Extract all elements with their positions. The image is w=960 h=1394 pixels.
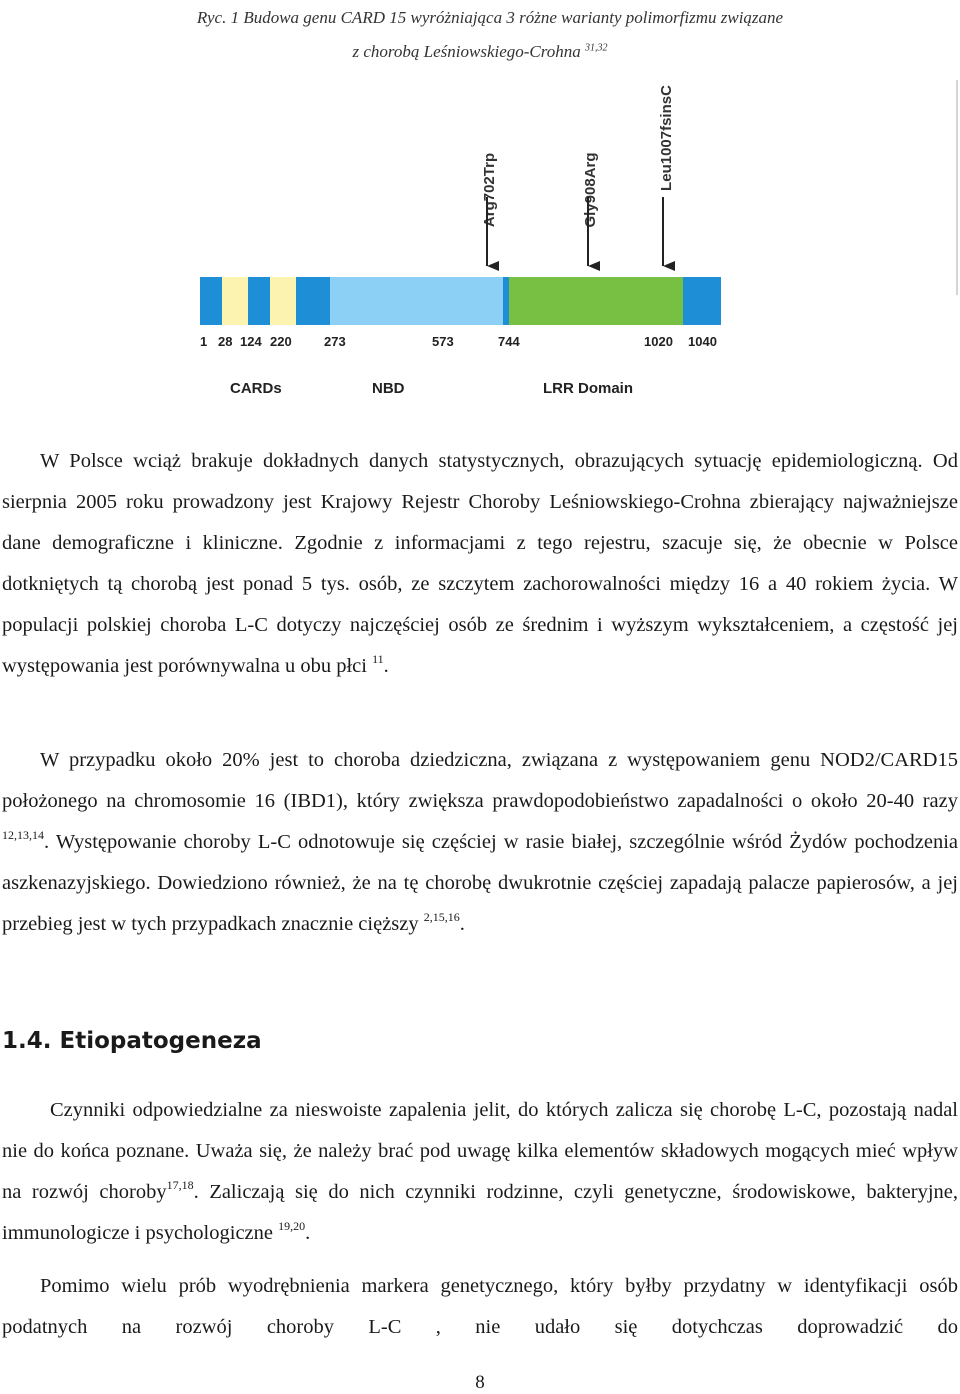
citation: 2,15,16 xyxy=(423,910,460,924)
gene-segment-1 xyxy=(200,277,222,325)
gene-segment-card1 xyxy=(222,277,248,325)
position-label: 744 xyxy=(498,334,520,349)
citation: 12,13,14 xyxy=(2,828,44,842)
paragraph-etiology xyxy=(2,1090,958,1254)
position-label: 1040 xyxy=(688,334,717,349)
domain-label-nbd: NBD xyxy=(372,380,405,397)
paragraph-genetic-marker xyxy=(2,1266,958,1348)
domain-label-cards: CARDs xyxy=(230,380,282,397)
gene-segment-3 xyxy=(248,277,270,325)
section-heading: 1.4. Etiopatogeneza xyxy=(2,1028,262,1054)
gene-segment-card2 xyxy=(270,277,296,325)
paragraph-epidemiology xyxy=(2,441,958,687)
citation: 17,18 xyxy=(166,1178,194,1192)
paragraph-text: W Polsce wciąż brakuje dokładnych danych statystycznych, obrazujących sytuację epidemiologiczną. Od sierpnia 2005 roku prowadzony jest Krajowy Rejestr Choroby Leśniowskiego-Crohna zbierający najważniejsze dane demograficzne i kliniczne. Zgodnie z informacjami z tego rejestru, szacuje się, że obecnie w Polsce dotkniętych tą chorobą jest ponad 5 tys. osób, ze szczytem zachorowalności między 16 a 40 rokiem życia. W populacji polskiej choroba L-C dotyczy najczęściej osób ze średnim i wyższym wykształceniem, a częstość jej występowania jest porównywalna u obu płci xyxy=(2,450,958,677)
figure-caption-text: z chorobą Leśniowskiego-Crohna xyxy=(352,42,581,61)
position-label: 220 xyxy=(270,334,292,349)
figure-caption-line2 xyxy=(0,42,960,62)
page-number: 8 xyxy=(475,1372,485,1393)
mutation-label-gly908arg: Gly908Arg xyxy=(582,152,599,228)
paragraph-end: . xyxy=(459,913,465,935)
figure-caption-line1: Ryc. 1 Budowa genu CARD 15 wyróżniająca 3 różne warianty polimorfizmu związane xyxy=(196,8,784,27)
position-label: 273 xyxy=(324,334,346,349)
gene-segment-nbd xyxy=(330,277,503,325)
position-label: 1 xyxy=(200,334,208,349)
citation: 19,20 xyxy=(278,1219,306,1233)
gene-segment-9 xyxy=(683,277,721,325)
figure-caption-refs: 31,32 xyxy=(585,42,608,54)
paragraph-end: . xyxy=(383,655,389,677)
mutation-label-leu1007fsinsc: Leu1007fsinsC xyxy=(658,85,675,191)
gene-segment-lrr xyxy=(509,277,683,325)
position-label: 124 xyxy=(240,334,262,349)
paragraph-heredity xyxy=(2,740,958,945)
paragraph-text: Pomimo wielu prób wyodrębnienia markera genetycznego, który byłby przydatny w identyfikacji osób podatnych na rozwój choroby L-C , nie udało się dotychczas doprowadzić do xyxy=(2,1275,958,1338)
position-label: 28 xyxy=(218,334,233,349)
citation: 11 xyxy=(372,652,384,666)
position-label: 573 xyxy=(432,334,454,349)
paragraph-text: W przypadku około 20% jest to choroba dziedziczna, związana z występowaniem genu NOD2/CARD15 położonego na chromosomie 16 (IBD1), który zwiększa prawdopodobieństwo zapadalności o około 20-40 razy xyxy=(2,749,958,812)
paragraph-text: . Występowanie choroby L-C odnotowuje się częściej w rasie białej, szczególnie wśród Żydów pochodzenia aszkenazyjskiego. Dowiedziono również, że na tę chorobę dwukrotnie częściej zapadają palacze papierosów, a jej przebieg jest w tych przypadkach znacznie cięższy xyxy=(2,831,958,935)
gene-segment-5 xyxy=(296,277,330,325)
paragraph-text: Czynniki odpowiedzialne za nieswoiste zapalenia jelit, do których zalicza się chorobę L-C, pozostają nadal nie do końca poznane. Uważa się, że należy brać pod uwagę kilka elementów składowych mogących mieć wpływ na rozwój choroby xyxy=(2,1099,958,1203)
paragraph-end: . xyxy=(305,1222,311,1244)
mutation-label-arg702trp: Arg702Trp xyxy=(481,152,498,228)
paragraph-text: . Zaliczają się do nich czynniki rodzinne, czyli genetyczne, środowiskowe, bakteryjne, immunologicze i psychologiczne xyxy=(2,1181,958,1244)
domain-label-lrr: LRR Domain xyxy=(543,380,633,397)
gene-segment-7 xyxy=(503,277,509,325)
card15-gene-diagram xyxy=(0,70,960,410)
position-label: 1020 xyxy=(644,334,673,349)
